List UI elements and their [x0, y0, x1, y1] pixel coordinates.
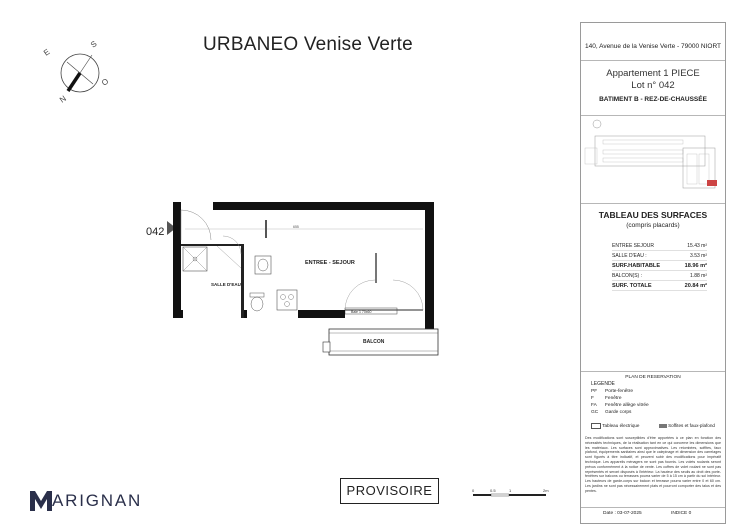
address: 140, Avenue de la Venise Verte - 79000 NIORT — [585, 43, 721, 50]
legend-code: GC — [591, 410, 599, 415]
document-date: Date : 03-07-2025 — [603, 511, 642, 516]
disclaimer-text: Des modifications sont susceptibles d'être apportées à ce plan en fonction des nécessités techniques, de la réalisation tant en ce qui concerne les dimensions que les matériaux. Les surfaces sont approximatives. Les retombées, soffites, faux plafond, équipements sanitaires ainsi que le calepinage et dimension des carrelages sont figurés à titre indicatif, et peuvent subir des modifications pour impératif technique. Les appareils ménagers ne sont pas fournis. Les volets roulants seront prévus conformément à la notice de vente. Les coffres de volet roulant ne sont pas représentés et seront disposés à l'intérieur. La hauteur des seuils au droit des porte-fenêtres sur balcons ou terrasses pourra varier de 5 à 15 cm à partir du sol intérieur. Les hauteurs de garde-corps sur balcon et terrasse pourra varier entre 0 et 60 cm. Les jardins ne sont pas nécessairement plats et pourront comporter des talus et des pentes. — [585, 436, 721, 493]
scale-label-0: 0 — [472, 488, 475, 493]
divider — [581, 371, 725, 372]
divider — [581, 507, 725, 508]
table-row — [612, 241, 707, 251]
legend-symbols — [591, 423, 715, 429]
surfaces-title: TABLEAU DES SURFACES — [598, 210, 708, 220]
legend-code: PF — [591, 389, 598, 394]
scale-label-2m: 2m — [543, 488, 549, 493]
row-label: ENTREE SEJOUR — [612, 241, 677, 251]
lot-tag: 042 — [146, 226, 165, 238]
legend-item — [591, 410, 631, 415]
row-value: 15.43 m² — [677, 241, 707, 251]
room-label-sejour: ENTREE - SEJOUR — [305, 260, 355, 266]
info-panel — [580, 22, 726, 524]
electric-panel-icon — [591, 423, 601, 429]
row-value: 18.96 m² — [677, 261, 707, 271]
provisoire-label: PROVISOIRE — [340, 478, 439, 504]
scale-bar — [460, 486, 570, 506]
building-level: BATIMENT B - REZ-DE-CHAUSSÉE — [599, 96, 707, 103]
row-value: 1.88 m² — [677, 271, 707, 281]
divider — [581, 115, 725, 116]
table-row — [612, 281, 707, 291]
compass-label-o: O — [99, 76, 111, 88]
legend-item — [591, 389, 633, 394]
legend-code: F — [591, 396, 594, 401]
compass-label-e: E — [41, 47, 52, 58]
divider — [581, 60, 725, 61]
row-value: 3.53 m² — [677, 251, 707, 261]
row-value: 20.84 m² — [677, 281, 707, 291]
document-indice: INDICE 0 — [671, 511, 692, 516]
row-label: SALLE D'EAU : — [612, 251, 677, 261]
apartment-type: Appartement 1 PIECE — [606, 68, 700, 79]
svg-text:655: 655 — [293, 225, 299, 229]
row-label: SURF.HABITABLE — [612, 261, 677, 271]
legend-label: Garde corps — [605, 410, 632, 415]
legend-label: Porte-fenêtre — [605, 389, 633, 394]
scale-label-1: 1 — [509, 488, 512, 493]
surfaces-table — [612, 241, 707, 291]
compass-label-n: N — [57, 93, 68, 105]
floor-plan — [165, 198, 455, 363]
legend-label: Fenêtre allège vitrée — [605, 403, 649, 408]
room-label-balcon: BALCON — [363, 339, 385, 345]
soffite-swatch-icon — [659, 424, 667, 428]
legend-code: FA — [591, 403, 597, 408]
legend-heading: LEGENDE — [591, 381, 615, 387]
table-row — [612, 261, 707, 271]
project-title: URBANEO Venise Verte — [203, 34, 413, 55]
table-row — [612, 271, 707, 281]
legend-item — [591, 403, 649, 408]
compass-icon — [40, 38, 120, 108]
site-plan — [583, 118, 723, 198]
row-label: SURF. TOTALE — [612, 281, 677, 291]
electric-panel-label: Tableau électrique — [602, 423, 640, 429]
surfaces-subtitle: (compris placards) — [626, 222, 680, 229]
svg-text:Baie 1 70x60: Baie 1 70x60 — [351, 310, 372, 314]
legend-label: Fenêtre — [605, 396, 622, 401]
row-label: BALCON(S) : — [612, 271, 677, 281]
legend-item — [591, 396, 622, 401]
table-row — [612, 251, 707, 261]
compass-label-s: S — [88, 39, 99, 50]
plan-reservation-title: PLAN DE RESERVATION — [625, 375, 681, 380]
lot-number: Lot n° 042 — [631, 80, 675, 91]
divider — [581, 203, 725, 204]
soffite-label: Soffites et faux-plafond — [668, 423, 715, 429]
scale-label-05: 0.5 — [490, 488, 496, 493]
room-label-sdb: SALLE D'EAU — [211, 282, 241, 287]
logo-text: ARIGNAN — [52, 491, 143, 510]
marignan-logo-icon — [30, 489, 52, 513]
